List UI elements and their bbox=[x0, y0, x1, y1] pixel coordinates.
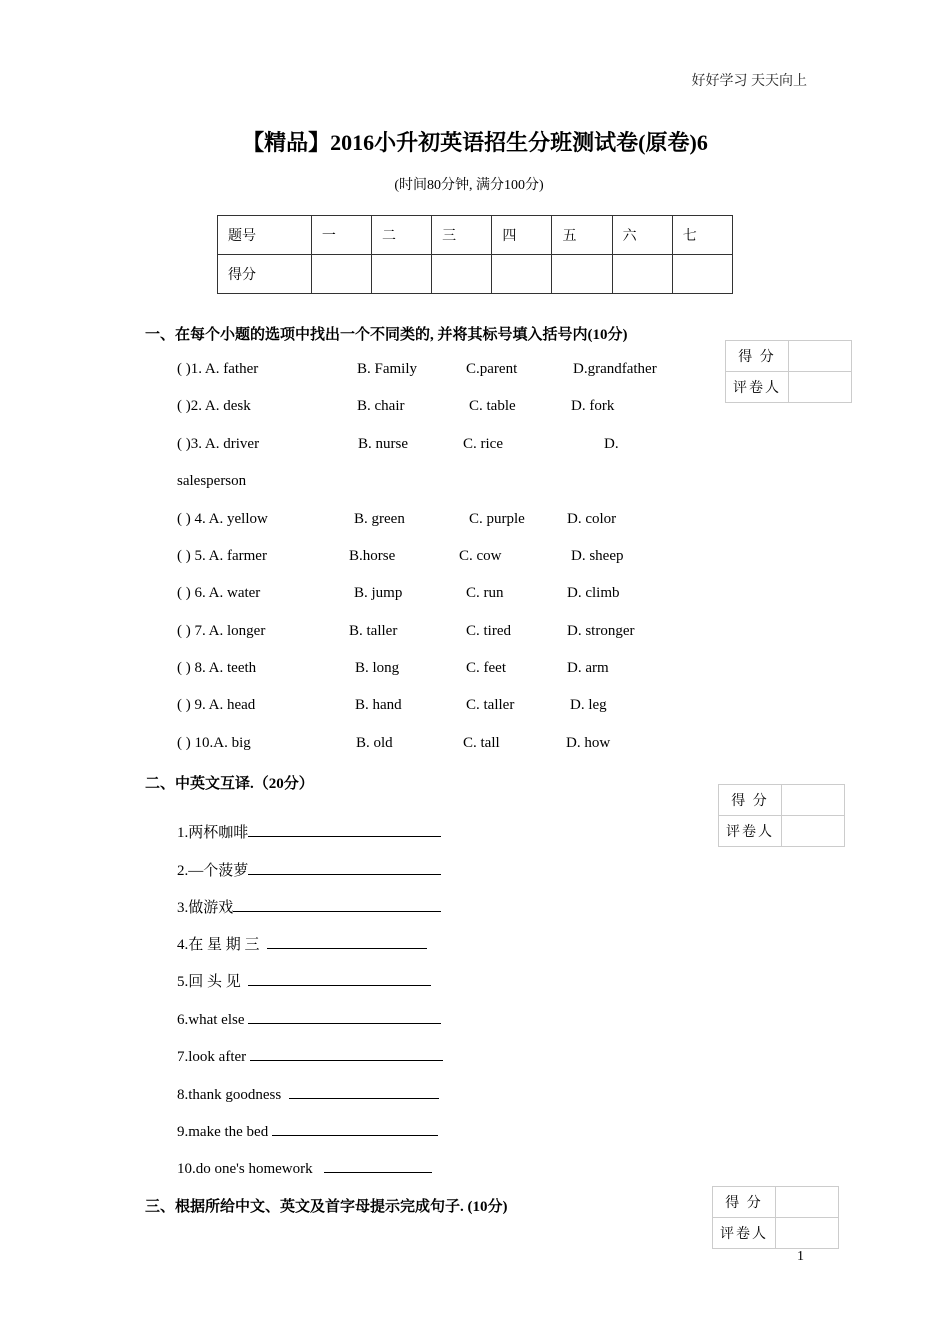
grader-box-blank[interactable] bbox=[782, 816, 845, 847]
option-c: C. feet bbox=[466, 660, 506, 676]
score-box-blank[interactable] bbox=[782, 785, 845, 816]
score-table-score-row bbox=[218, 255, 733, 294]
answer-blank[interactable] bbox=[233, 896, 441, 912]
option-c: C. tired bbox=[466, 623, 511, 639]
question-stem: ( )3. A. driver bbox=[177, 436, 260, 452]
translation-item bbox=[177, 1120, 438, 1141]
option-d: D. fork bbox=[571, 398, 615, 414]
score-table-cell: 二 bbox=[372, 216, 432, 255]
grader-box-blank[interactable] bbox=[776, 1218, 839, 1249]
translation-prompt: 7.look after bbox=[177, 1049, 247, 1065]
option-d: D. climb bbox=[567, 585, 620, 601]
option-b: B. taller bbox=[349, 623, 398, 639]
option-d: D. sheep bbox=[571, 548, 624, 564]
score-cell-blank[interactable] bbox=[492, 255, 552, 294]
score-cell-blank[interactable] bbox=[672, 255, 732, 294]
option-b: B. nurse bbox=[358, 436, 408, 452]
translation-item bbox=[177, 1083, 439, 1104]
translation-prompt: 6.what else bbox=[177, 1012, 245, 1028]
translation-item bbox=[177, 821, 441, 842]
score-cell-blank[interactable] bbox=[612, 255, 672, 294]
option-c: C. taller bbox=[466, 697, 515, 713]
question-stem: ( ) 5. A. farmer bbox=[177, 548, 267, 564]
header-motto: 好好学习 天天向上 bbox=[691, 74, 807, 89]
option-d: D. leg bbox=[570, 697, 607, 713]
section3-score-box bbox=[712, 1186, 839, 1249]
score-cell-blank[interactable] bbox=[552, 255, 612, 294]
score-table bbox=[217, 215, 733, 294]
score-table-cell: 七 bbox=[672, 216, 732, 255]
translation-item bbox=[177, 1045, 443, 1066]
translation-item bbox=[177, 1157, 432, 1178]
option-d-wrap: salesperson bbox=[177, 473, 247, 489]
option-b: B. chair bbox=[357, 398, 405, 414]
score-box-label: 得 分 bbox=[713, 1187, 776, 1218]
translation-item bbox=[177, 970, 431, 991]
option-b: B. long bbox=[355, 660, 400, 676]
grader-box-label: 评卷人 bbox=[726, 372, 789, 403]
answer-blank[interactable] bbox=[248, 970, 431, 986]
score-table-cell: 四 bbox=[492, 216, 552, 255]
option-c: C. cow bbox=[459, 548, 502, 564]
translation-prompt: 5.回 头 见 bbox=[177, 974, 241, 990]
question-stem: ( ) 7. A. longer bbox=[177, 623, 266, 639]
page-title: 【精品】2016小升初英语招生分班测试卷(原卷)6 bbox=[242, 130, 708, 155]
option-d: D. stronger bbox=[567, 623, 635, 639]
translation-prompt: 4.在 星 期 三 bbox=[177, 937, 260, 953]
question-stem: ( ) 6. A. water bbox=[177, 585, 261, 601]
option-d: D.grandfather bbox=[573, 361, 657, 377]
answer-blank[interactable] bbox=[272, 1120, 438, 1136]
option-d: D. how bbox=[566, 735, 611, 751]
score-table-cell: 五 bbox=[552, 216, 612, 255]
question-stem: ( ) 10.A. big bbox=[177, 735, 251, 751]
option-b: B. jump bbox=[354, 585, 403, 601]
option-c: C. purple bbox=[469, 511, 525, 527]
score-table-cell: 三 bbox=[432, 216, 492, 255]
translation-item bbox=[177, 933, 427, 954]
score-box-blank[interactable] bbox=[789, 341, 852, 372]
score-table-cell: 得分 bbox=[218, 255, 312, 294]
answer-blank[interactable] bbox=[248, 859, 441, 875]
answer-blank[interactable] bbox=[324, 1157, 432, 1173]
answer-blank[interactable] bbox=[248, 821, 441, 837]
answer-blank[interactable] bbox=[267, 933, 427, 949]
answer-blank[interactable] bbox=[250, 1045, 443, 1061]
option-b: B. hand bbox=[355, 697, 402, 713]
score-cell-blank[interactable] bbox=[372, 255, 432, 294]
exam-info: (时间80分钟, 满分100分) bbox=[394, 178, 544, 193]
option-d: D. arm bbox=[567, 660, 609, 676]
section1-heading: 一、在每个小题的选项中找出一个不同类的, 并将其标号填入括号内(10分) bbox=[145, 327, 628, 343]
score-box-label: 得 分 bbox=[726, 341, 789, 372]
translation-prompt: 8.thank goodness bbox=[177, 1087, 282, 1103]
section3-heading: 三、根据所给中文、英文及首字母提示完成句子. (10分) bbox=[145, 1199, 508, 1215]
option-b: B. green bbox=[354, 511, 405, 527]
translation-item bbox=[177, 1008, 441, 1029]
score-table-cell: 题号 bbox=[218, 216, 312, 255]
translation-prompt: 10.do one's homework bbox=[177, 1161, 313, 1177]
score-cell-blank[interactable] bbox=[311, 255, 371, 294]
question-stem: ( )1. A. father bbox=[177, 361, 259, 377]
option-c: C. tall bbox=[463, 735, 500, 751]
score-cell-blank[interactable] bbox=[432, 255, 492, 294]
option-b: B. Family bbox=[357, 361, 418, 377]
option-b: B. old bbox=[356, 735, 393, 751]
answer-blank[interactable] bbox=[248, 1008, 441, 1024]
page-number: 1 bbox=[797, 1249, 804, 1264]
question-stem: ( ) 8. A. teeth bbox=[177, 660, 257, 676]
question-stem: ( )2. A. desk bbox=[177, 398, 251, 414]
question-stem: ( ) 4. A. yellow bbox=[177, 511, 268, 527]
grader-box-blank[interactable] bbox=[789, 372, 852, 403]
translation-item bbox=[177, 896, 441, 917]
section2-score-box bbox=[718, 784, 845, 847]
translation-prompt: 9.make the bed bbox=[177, 1124, 269, 1140]
grader-box-label: 评卷人 bbox=[713, 1218, 776, 1249]
question-stem: ( ) 9. A. head bbox=[177, 697, 256, 713]
translation-item bbox=[177, 859, 441, 880]
option-d: D. color bbox=[567, 511, 617, 527]
score-table-header-row bbox=[218, 216, 733, 255]
option-b: B.horse bbox=[349, 548, 396, 564]
score-box-label: 得 分 bbox=[719, 785, 782, 816]
option-c: C. rice bbox=[463, 436, 503, 452]
option-c: C. run bbox=[466, 585, 504, 601]
translation-prompt: 3.做游戏 bbox=[177, 900, 234, 916]
score-table-cell: 一 bbox=[311, 216, 371, 255]
score-table-cell: 六 bbox=[612, 216, 672, 255]
section1-score-box bbox=[725, 340, 852, 403]
option-d: D. bbox=[604, 436, 619, 452]
answer-blank[interactable] bbox=[289, 1083, 439, 1099]
option-c: C.parent bbox=[466, 361, 518, 377]
score-box-blank[interactable] bbox=[776, 1187, 839, 1218]
section2-heading: 二、中英文互译.（20分） bbox=[145, 776, 314, 792]
translation-prompt: 2.—个菠萝 bbox=[177, 863, 249, 879]
grader-box-label: 评卷人 bbox=[719, 816, 782, 847]
translation-prompt: 1.两杯咖啡 bbox=[177, 825, 249, 841]
option-c: C. table bbox=[469, 398, 516, 414]
